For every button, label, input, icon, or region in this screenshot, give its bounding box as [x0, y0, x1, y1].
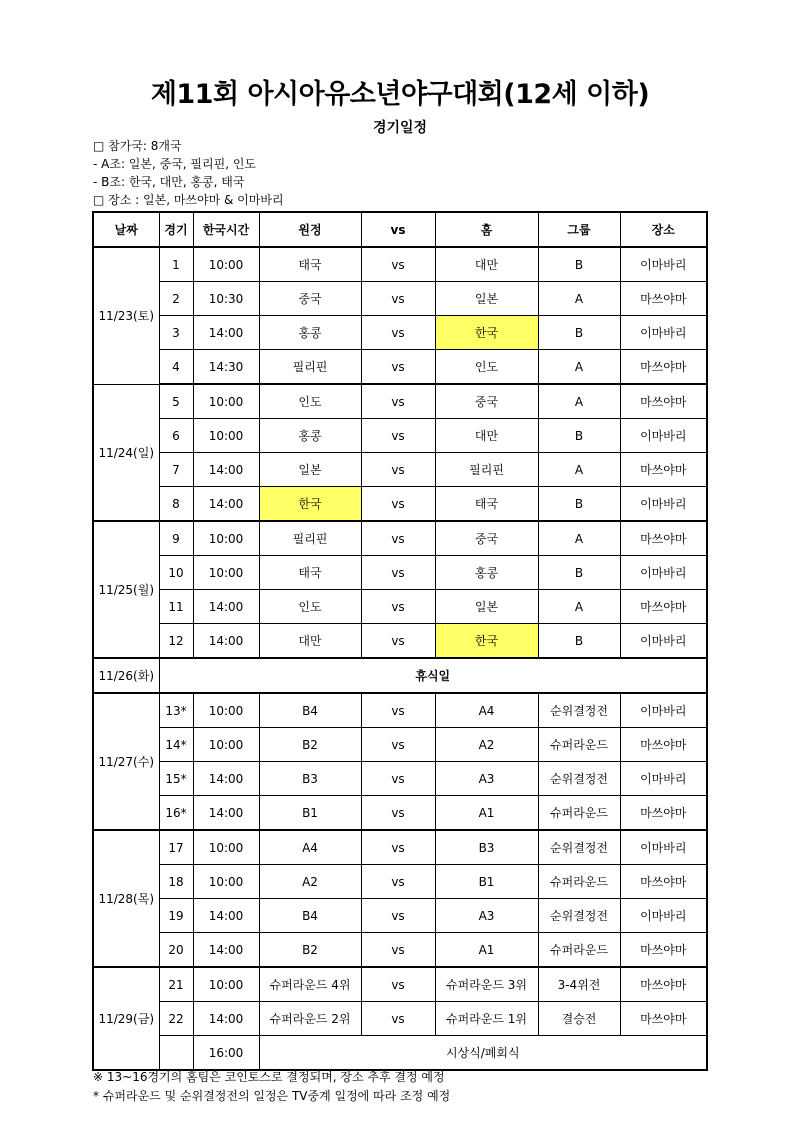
home-team: 인도	[435, 350, 538, 385]
time-cell: 10:00	[193, 865, 259, 899]
group-cell: A	[538, 590, 620, 624]
date-cell: 11/25(월)	[93, 521, 159, 658]
venue-cell: 이마바리	[620, 693, 707, 728]
group-cell: 슈퍼라운드	[538, 728, 620, 762]
away-team-korea-highlight: 한국	[259, 487, 361, 522]
home-team: B1	[435, 865, 538, 899]
home-team-korea-highlight: 한국	[435, 624, 538, 659]
home-team: 대만	[435, 247, 538, 282]
home-team: 태국	[435, 487, 538, 522]
time-cell: 10:00	[193, 967, 259, 1002]
vs-cell: vs	[361, 521, 435, 556]
header-home: 홈	[435, 212, 538, 247]
table-row	[93, 282, 707, 316]
vs-cell: vs	[361, 899, 435, 933]
vs-cell: vs	[361, 350, 435, 385]
venue-cell: 이마바리	[620, 316, 707, 350]
venue-cell: 마쓰야마	[620, 933, 707, 968]
game-no: 20	[159, 933, 193, 968]
table-row	[93, 556, 707, 590]
away-team: 일본	[259, 453, 361, 487]
away-team: 중국	[259, 282, 361, 316]
away-team: 홍콩	[259, 316, 361, 350]
venue-cell: 이마바리	[620, 419, 707, 453]
group-cell: B	[538, 487, 620, 522]
away-team: 대만	[259, 624, 361, 659]
home-team-korea-highlight: 한국	[435, 316, 538, 350]
header-vs: vs	[361, 212, 435, 247]
group-cell: A	[538, 282, 620, 316]
page-subtitle: 경기일정	[372, 120, 428, 136]
table-row	[93, 728, 707, 762]
vs-cell: vs	[361, 728, 435, 762]
group-cell: 순위결정전	[538, 830, 620, 865]
time-cell: 10:30	[193, 282, 259, 316]
game-no: 17	[159, 830, 193, 865]
away-team: A4	[259, 830, 361, 865]
away-team: 슈퍼라운드 2위	[259, 1002, 361, 1036]
table-row	[93, 384, 707, 419]
vs-cell: vs	[361, 556, 435, 590]
group-cell: 결승전	[538, 1002, 620, 1036]
game-no: 21	[159, 967, 193, 1002]
group-cell: 3-4위전	[538, 967, 620, 1002]
game-no: 18	[159, 865, 193, 899]
time-cell: 14:00	[193, 316, 259, 350]
rest-day-row	[93, 658, 707, 693]
venue-cell: 마쓰야마	[620, 796, 707, 831]
venue-cell: 마쓰야마	[620, 282, 707, 316]
game-no: 14*	[159, 728, 193, 762]
table-row	[93, 693, 707, 728]
rest-day-label: 휴식일	[159, 658, 707, 693]
game-no: 3	[159, 316, 193, 350]
group-cell: 순위결정전	[538, 693, 620, 728]
header-game: 경기	[159, 212, 193, 247]
group-cell: B	[538, 419, 620, 453]
table-row	[93, 419, 707, 453]
table-row	[93, 316, 707, 350]
away-team: B1	[259, 796, 361, 831]
schedule-table	[92, 211, 708, 1071]
ceremony-row	[93, 1036, 707, 1071]
group-cell: A	[538, 521, 620, 556]
game-no: 4	[159, 350, 193, 385]
away-team: A2	[259, 865, 361, 899]
venue-cell: 이마바리	[620, 624, 707, 659]
home-team: 슈퍼라운드 1위	[435, 1002, 538, 1036]
venue-cell: 이마바리	[620, 487, 707, 522]
game-no: 8	[159, 487, 193, 522]
away-team: 필리핀	[259, 521, 361, 556]
info-line: - A조: 일본, 중국, 필리핀, 인도	[93, 157, 257, 171]
venue-cell: 마쓰야마	[620, 384, 707, 419]
home-team: A2	[435, 728, 538, 762]
group-cell: A	[538, 453, 620, 487]
date-cell: 11/23(토)	[93, 247, 159, 384]
home-team: A1	[435, 933, 538, 968]
time-cell: 14:00	[193, 590, 259, 624]
date-cell: 11/27(수)	[93, 693, 159, 830]
game-no: 2	[159, 282, 193, 316]
home-team: 필리핀	[435, 453, 538, 487]
group-cell: A	[538, 350, 620, 385]
home-team: A1	[435, 796, 538, 831]
away-team: 인도	[259, 384, 361, 419]
table-row	[93, 830, 707, 865]
table-row	[93, 350, 707, 385]
table-row	[93, 1002, 707, 1036]
group-cell: 슈퍼라운드	[538, 933, 620, 968]
header-group: 그룹	[538, 212, 620, 247]
vs-cell: vs	[361, 453, 435, 487]
away-team: 태국	[259, 247, 361, 282]
game-no: 19	[159, 899, 193, 933]
table-row	[93, 487, 707, 522]
away-team: B4	[259, 899, 361, 933]
venue-cell: 마쓰야마	[620, 1002, 707, 1036]
home-team: 홍콩	[435, 556, 538, 590]
header-venue: 장소	[620, 212, 707, 247]
venue-cell: 마쓰야마	[620, 728, 707, 762]
venue-cell: 이마바리	[620, 899, 707, 933]
group-cell: 순위결정전	[538, 899, 620, 933]
vs-cell: vs	[361, 384, 435, 419]
table-row	[93, 796, 707, 831]
game-no	[159, 1036, 193, 1071]
home-team: 중국	[435, 521, 538, 556]
time-cell: 14:00	[193, 796, 259, 831]
game-no: 16*	[159, 796, 193, 831]
group-cell: B	[538, 247, 620, 282]
venue-cell: 마쓰야마	[620, 350, 707, 385]
group-cell: B	[538, 556, 620, 590]
footnotes	[93, 1068, 450, 1106]
away-team: B3	[259, 762, 361, 796]
away-team: 인도	[259, 590, 361, 624]
venue-cell: 이마바리	[620, 247, 707, 282]
group-cell: 순위결정전	[538, 762, 620, 796]
game-no: 15*	[159, 762, 193, 796]
vs-cell: vs	[361, 796, 435, 831]
info-line: □ 참가국: 8개국	[93, 139, 182, 153]
time-cell: 14:00	[193, 899, 259, 933]
vs-cell: vs	[361, 419, 435, 453]
away-team: B2	[259, 933, 361, 968]
group-cell: B	[538, 316, 620, 350]
header-away: 원정	[259, 212, 361, 247]
game-no: 12	[159, 624, 193, 659]
page-title: 제11회 아시아유소년야구대회(12세 이하)	[150, 79, 650, 110]
tournament-info	[93, 137, 284, 209]
home-team: 대만	[435, 419, 538, 453]
game-no: 22	[159, 1002, 193, 1036]
vs-cell: vs	[361, 1002, 435, 1036]
table-row	[93, 624, 707, 659]
table-row	[93, 933, 707, 968]
table-row	[93, 521, 707, 556]
venue-cell: 마쓰야마	[620, 865, 707, 899]
game-no: 5	[159, 384, 193, 419]
venue-cell: 이마바리	[620, 556, 707, 590]
venue-cell: 마쓰야마	[620, 967, 707, 1002]
table-header-row	[93, 212, 707, 247]
date-cell: 11/29(금)	[93, 967, 159, 1070]
home-team: B3	[435, 830, 538, 865]
game-no: 10	[159, 556, 193, 590]
time-cell: 10:00	[193, 556, 259, 590]
game-no: 1	[159, 247, 193, 282]
game-no: 11	[159, 590, 193, 624]
vs-cell: vs	[361, 933, 435, 968]
game-no: 6	[159, 419, 193, 453]
header-time: 한국시간	[193, 212, 259, 247]
table-row	[93, 899, 707, 933]
vs-cell: vs	[361, 590, 435, 624]
vs-cell: vs	[361, 762, 435, 796]
away-team: 홍콩	[259, 419, 361, 453]
vs-cell: vs	[361, 865, 435, 899]
away-team: 태국	[259, 556, 361, 590]
table-row	[93, 247, 707, 282]
vs-cell: vs	[361, 967, 435, 1002]
time-cell: 14:00	[193, 624, 259, 659]
date-cell: 11/26(화)	[93, 658, 159, 693]
venue-cell: 마쓰야마	[620, 521, 707, 556]
time-cell: 14:00	[193, 1002, 259, 1036]
group-cell: 슈퍼라운드	[538, 796, 620, 831]
time-cell: 10:00	[193, 521, 259, 556]
time-cell: 10:00	[193, 384, 259, 419]
venue-cell: 마쓰야마	[620, 453, 707, 487]
header-date: 날짜	[93, 212, 159, 247]
away-team: B2	[259, 728, 361, 762]
vs-cell: vs	[361, 487, 435, 522]
time-cell: 10:00	[193, 419, 259, 453]
venue-cell: 이마바리	[620, 830, 707, 865]
group-cell: A	[538, 384, 620, 419]
away-team: 슈퍼라운드 4위	[259, 967, 361, 1002]
time-cell: 14:00	[193, 762, 259, 796]
time-cell: 16:00	[193, 1036, 259, 1071]
date-cell: 11/24(일)	[93, 384, 159, 521]
vs-cell: vs	[361, 316, 435, 350]
date-cell: 11/28(목)	[93, 830, 159, 967]
home-team: A4	[435, 693, 538, 728]
game-no: 13*	[159, 693, 193, 728]
away-team: 필리핀	[259, 350, 361, 385]
ceremony-label: 시상식/폐회식	[259, 1036, 707, 1071]
time-cell: 10:00	[193, 693, 259, 728]
time-cell: 14:30	[193, 350, 259, 385]
time-cell: 10:00	[193, 247, 259, 282]
group-cell: B	[538, 624, 620, 659]
vs-cell: vs	[361, 830, 435, 865]
table-row	[93, 453, 707, 487]
game-no: 7	[159, 453, 193, 487]
time-cell: 10:00	[193, 728, 259, 762]
table-row	[93, 762, 707, 796]
time-cell: 14:00	[193, 933, 259, 968]
vs-cell: vs	[361, 247, 435, 282]
home-team: 슈퍼라운드 3위	[435, 967, 538, 1002]
home-team: A3	[435, 899, 538, 933]
time-cell: 14:00	[193, 453, 259, 487]
home-team: 일본	[435, 282, 538, 316]
footnote: * 슈퍼라운드 및 순위결정전의 일정은 TV중계 일정에 따라 조정 예정	[93, 1089, 451, 1103]
home-team: 중국	[435, 384, 538, 419]
vs-cell: vs	[361, 282, 435, 316]
info-line: □ 장소 : 일본, 마쓰야마 & 이마바리	[93, 193, 284, 207]
venue-cell: 마쓰야마	[620, 590, 707, 624]
game-no: 9	[159, 521, 193, 556]
home-team: A3	[435, 762, 538, 796]
away-team: B4	[259, 693, 361, 728]
venue-cell: 이마바리	[620, 762, 707, 796]
home-team: 일본	[435, 590, 538, 624]
info-line: - B조: 한국, 대만, 홍콩, 태국	[93, 175, 245, 189]
table-row	[93, 590, 707, 624]
footnote: ※ 13~16경기의 홈팀은 코인토스로 결정되며, 장소 추후 결정 예정	[93, 1070, 445, 1084]
vs-cell: vs	[361, 624, 435, 659]
vs-cell: vs	[361, 693, 435, 728]
group-cell: 슈퍼라운드	[538, 865, 620, 899]
table-row	[93, 967, 707, 1002]
time-cell: 14:00	[193, 487, 259, 522]
table-row	[93, 865, 707, 899]
time-cell: 10:00	[193, 830, 259, 865]
